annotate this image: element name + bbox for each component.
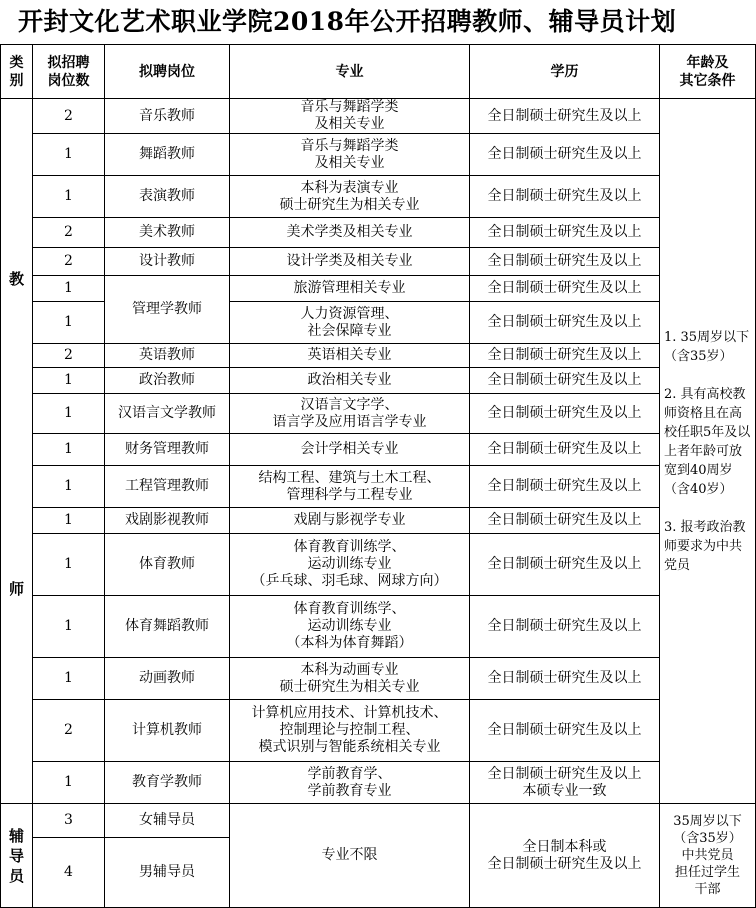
cell-count: 1 [33,276,105,302]
table-row [1,368,756,394]
recruitment-table [0,44,756,908]
table-row [1,534,756,596]
cell-position: 表演教师 [105,176,230,218]
table-row [1,700,756,762]
cell-count: 1 [33,508,105,534]
cell-position: 设计教师 [105,248,230,276]
cell-education: 全日制硕士研究生及以上 本硕专业一致 [470,762,660,804]
cell-major: 旅游管理相关专业 [230,276,470,302]
cell-major: 学前教育学、 学前教育专业 [230,762,470,804]
cell-count: 1 [33,534,105,596]
table-row [1,248,756,276]
header-count: 拟招聘 岗位数 [33,45,105,99]
cell-major: 音乐与舞蹈学类 及相关专业 [230,99,470,134]
cell-major: 本科为动画专业 硕士研究生为相关专业 [230,658,470,700]
cell-education: 全日制硕士研究生及以上 [470,344,660,368]
table-row [1,658,756,700]
cell-major: 美术学类及相关专业 [230,218,470,248]
cell-count: 2 [33,248,105,276]
table-row [1,134,756,176]
cell-count: 1 [33,434,105,466]
cell-position: 政治教师 [105,368,230,394]
cell-major: 人力资源管理、 社会保障专业 [230,302,470,344]
cell-major: 汉语言文字学、 语言学及应用语言学专业 [230,394,470,434]
cell-count: 4 [33,838,105,908]
counselor-education: 全日制本科或 全日制硕士研究生及以上 [470,804,660,908]
cell-education: 全日制硕士研究生及以上 [470,368,660,394]
cell-major: 结构工程、建筑与土木工程、 管理科学与工程专业 [230,466,470,508]
cell-major: 体育教育训练学、 运动训练专业 （乒乓球、羽毛球、网球方向） [230,534,470,596]
cell-count: 1 [33,466,105,508]
cell-education: 全日制硕士研究生及以上 [470,596,660,658]
cell-position: 汉语言文学教师 [105,394,230,434]
cell-count: 1 [33,596,105,658]
header-major: 专业 [230,45,470,99]
cell-count: 1 [33,368,105,394]
document-title: 开封文化艺术职业学院2018年公开招聘教师、辅导员计划 [18,7,677,36]
cell-position: 教育学教师 [105,762,230,804]
table-row [1,508,756,534]
cell-education: 全日制硕士研究生及以上 [470,534,660,596]
table-row [1,804,756,838]
category-teacher [1,99,33,804]
cell-position: 女辅导员 [105,804,230,838]
table-row [1,99,756,134]
cell-position: 体育舞蹈教师 [105,596,230,658]
cell-count: 3 [33,804,105,838]
cell-education: 全日制硕士研究生及以上 [470,276,660,302]
cell-position: 舞蹈教师 [105,134,230,176]
cell-education: 全日制硕士研究生及以上 [470,176,660,218]
cell-major: 会计学相关专业 [230,434,470,466]
cell-position: 动画教师 [105,658,230,700]
category-teacher-bottom: 师 [8,580,24,598]
cell-count: 1 [33,302,105,344]
cell-education: 全日制硕士研究生及以上 [470,700,660,762]
category-counselor: 辅 导 员 [1,804,33,908]
cell-count: 1 [33,134,105,176]
cell-education: 全日制硕士研究生及以上 [470,434,660,466]
table-row [1,596,756,658]
header-position: 拟聘岗位 [105,45,230,99]
table-row [1,394,756,434]
table-row [1,276,756,302]
cell-education: 全日制硕士研究生及以上 [470,218,660,248]
counselor-major: 专业不限 [230,804,470,908]
cell-education: 全日制硕士研究生及以上 [470,99,660,134]
cell-count: 1 [33,762,105,804]
header-education: 学历 [470,45,660,99]
cell-education: 全日制硕士研究生及以上 [470,658,660,700]
cell-count: 1 [33,176,105,218]
cell-major: 戏剧与影视学专业 [230,508,470,534]
cell-major: 音乐与舞蹈学类 及相关专业 [230,134,470,176]
table-row [1,344,756,368]
cell-major: 政治相关专业 [230,368,470,394]
header-category: 类 别 [1,45,33,99]
category-teacher-top: 教 [8,270,24,288]
cell-position: 英语教师 [105,344,230,368]
cell-education: 全日制硕士研究生及以上 [470,508,660,534]
table-row [1,176,756,218]
cell-position: 管理学教师 [105,276,230,344]
cell-position: 音乐教师 [105,99,230,134]
cell-position: 财务管理教师 [105,434,230,466]
cell-count: 2 [33,99,105,134]
cell-education: 全日制硕士研究生及以上 [470,394,660,434]
counselor-conditions: 35周岁以下 （含35岁） 中共党员 担任过学生 干部 [660,804,756,908]
cell-major: 本科为表演专业 硕士研究生为相关专业 [230,176,470,218]
cell-major: 英语相关专业 [230,344,470,368]
table-row [1,218,756,248]
header-conditions: 年龄及 其它条件 [660,45,756,99]
cell-education: 全日制硕士研究生及以上 [470,466,660,508]
cell-count: 2 [33,218,105,248]
cell-position: 计算机教师 [105,700,230,762]
table-row [1,466,756,508]
cell-education: 全日制硕士研究生及以上 [470,134,660,176]
cell-position: 男辅导员 [105,838,230,908]
cell-education: 全日制硕士研究生及以上 [470,248,660,276]
cell-position: 工程管理教师 [105,466,230,508]
table-row [1,762,756,804]
cell-count: 1 [33,394,105,434]
cell-position: 体育教师 [105,534,230,596]
cell-count: 2 [33,344,105,368]
table-row [1,434,756,466]
cell-major: 计算机应用技术、计算机技术、 控制理论与控制工程、 模式识别与智能系统相关专业 [230,700,470,762]
cell-education: 全日制硕士研究生及以上 [470,302,660,344]
cell-position: 戏剧影视教师 [105,508,230,534]
teacher-conditions: 1. 35周岁以下（含35岁） 2. 具有高校教师资格且在高校任职5年及以上者年龄可放宽到40周岁（含40岁） 3. 报考政治教师要求为中共党员 [660,99,756,804]
cell-position: 美术教师 [105,218,230,248]
cell-count: 1 [33,658,105,700]
header-row [1,45,756,99]
cell-major: 体育教育训练学、 运动训练专业 （本科为体育舞蹈） [230,596,470,658]
cell-count: 2 [33,700,105,762]
cell-major: 设计学类及相关专业 [230,248,470,276]
